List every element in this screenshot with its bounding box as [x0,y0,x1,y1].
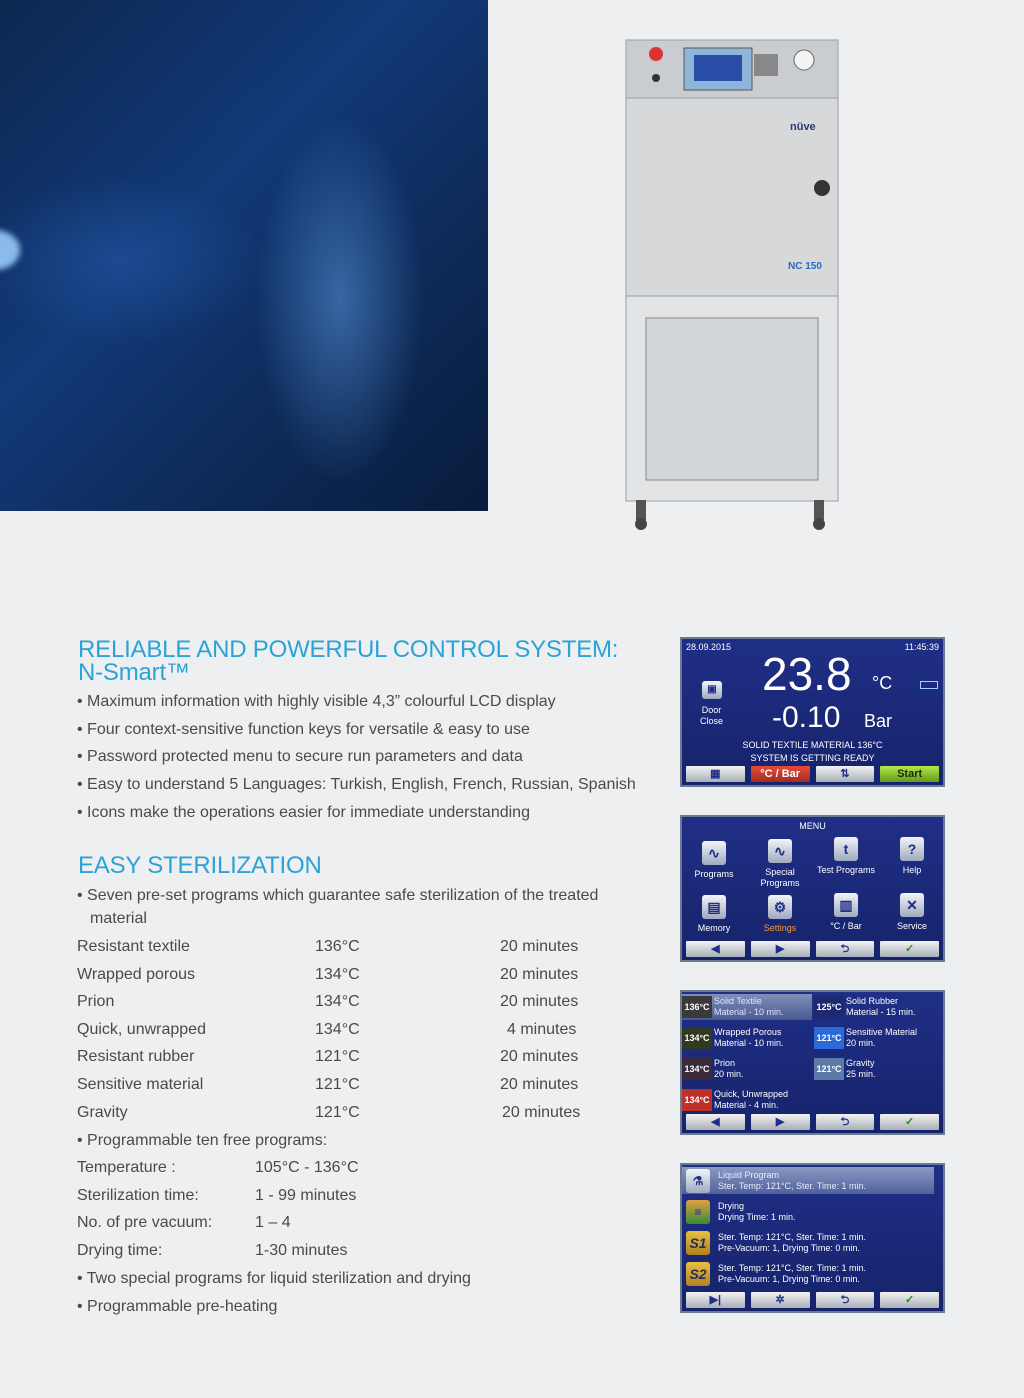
program-item[interactable] [682,1087,812,1113]
function-keys [686,1292,939,1308]
lcd-screen-status [680,637,945,787]
status-line-1: SOLID TEXTILE MATERIAL 136°C [742,740,883,750]
unit-toggle-key[interactable]: °C / Bar [751,766,810,782]
menu-label: Help [902,865,922,875]
param-value: 1-30 minutes [255,1242,348,1259]
program-name: Sensitive material [77,1076,204,1093]
next-key[interactable]: ▶ [751,1114,810,1130]
program-name: Resistant rubber [77,1048,195,1065]
intro-line-continued: material [90,910,147,927]
bullet-function-keys: • Four context-sensitive function keys for versatile & easy to use [77,721,530,738]
next-key[interactable]: ▶ [751,941,810,957]
program-item[interactable] [682,994,812,1020]
service-icon[interactable]: ✕ [900,893,924,917]
program-time: 20 minutes [500,966,579,983]
section-title-easy-sterilization: EASY STERILIZATION [78,852,322,879]
special-program-item[interactable] [682,1229,934,1256]
program-time: 20 minutes [500,993,579,1010]
program-item-text: Prion 20 min. [714,1058,744,1079]
program-temp: 134°C [315,993,360,1010]
menu-label: Special Programs [760,867,800,888]
program-item-text: Wrapped Porous Material - 10 min. [714,1027,784,1048]
special-program-item[interactable] [682,1260,934,1287]
bullet-languages: • Easy to understand 5 Languages: Turkish, English, French, Russian, Spanish [77,776,636,793]
param-label: Sterilization time: [77,1187,199,1204]
confirm-key[interactable]: ✓ [880,941,939,957]
temp-badge: 134°C [682,1027,712,1049]
status-line-2: SYSTEM IS GETTING READY [750,753,875,763]
function-keys [686,766,939,782]
program-item[interactable] [814,1056,942,1082]
autoclave-illustration [622,38,842,533]
program-name: Resistant textile [77,938,190,955]
screen-date: 28.09.2015 [686,642,732,652]
door-status: Door Close [700,705,724,726]
menu-key[interactable]: ▦ [686,766,745,782]
s2-badge-icon: S2 [686,1262,710,1286]
confirm-key[interactable]: ✓ [880,1292,939,1308]
special-program-text: Ster. Temp: 121°C, Ster. Time: 1 min. Pre-Vacuum: 1, Drying Time: 0 min. [718,1263,866,1284]
back-key[interactable]: ⮌ [816,941,875,957]
drying-icon: ≡ [686,1200,710,1224]
section-subtitle-n-smart: N-Smart™ [78,659,190,686]
graph-key[interactable]: ⇅ [816,766,875,782]
program-name: Gravity [77,1104,128,1121]
program-item-text: Sensitive Material 20 min. [846,1027,918,1048]
bullet-display: • Maximum information with highly visible 4,3” colourful LCD display [77,693,556,710]
prev-key[interactable]: ◀ [686,1114,745,1130]
param-value: 1 – 4 [255,1214,291,1231]
lcd-screen-special-programs [680,1163,945,1313]
memory-icon[interactable]: ▤ [702,895,726,919]
settings-icon[interactable]: ⚙ [768,895,792,919]
door-icon: ▣ [702,681,722,699]
s1-badge-icon: S1 [686,1231,710,1255]
prev-key[interactable]: ◀ [686,941,745,957]
temperature-unit: °C [872,673,893,693]
program-temp: 121°C [315,1048,360,1065]
bullet-icons: • Icons make the operations easier for immediate understanding [77,804,530,821]
program-item[interactable] [682,1025,812,1051]
param-label: Drying time: [77,1242,163,1259]
liquid-flask-icon: ⚗ [686,1169,710,1193]
model-label: NC 150 [788,261,822,272]
program-name: Quick, unwrapped [77,1021,206,1038]
param-value: 1 - 99 minutes [255,1187,357,1204]
temp-badge: 136°C [682,996,712,1018]
temp-badge: 134°C [682,1089,712,1111]
temp-badge: 121°C [814,1058,844,1080]
program-item[interactable] [814,1025,942,1051]
brand-logo: nüve [790,121,816,133]
program-temp: 121°C [315,1076,360,1093]
program-name: Prion [77,993,115,1010]
bullet-programmable: • Programmable ten free programs: [77,1132,328,1149]
program-temp: 134°C [315,1021,360,1038]
menu-label: Memory [697,923,731,933]
menu-label: °C / Bar [830,921,862,931]
function-keys [686,1114,939,1130]
pressure-unit: Bar [864,711,893,731]
special-program-item[interactable] [682,1198,934,1225]
back-key[interactable]: ⮌ [816,1114,875,1130]
special-program-text: Liquid Program Ster. Temp: 121°C, Ster. Time: 1 min. [718,1170,866,1191]
program-time: 20 minutes [500,1048,579,1065]
param-label: Temperature : [77,1159,176,1176]
param-value: 105°C - 136°C [255,1159,359,1176]
program-time: 4 minutes [507,1021,577,1038]
menu-label: Settings [763,923,797,933]
special-program-text: Ster. Temp: 121°C, Ster. Time: 1 min. Pre-Vacuum: 1, Drying Time: 0 min. [718,1232,866,1253]
program-item[interactable] [814,994,942,1020]
program-temp: 121°C [315,1104,360,1121]
program-name: Wrapped porous [77,966,195,983]
param-label: No. of pre vacuum: [77,1214,213,1231]
special-program-item[interactable] [682,1167,934,1194]
unit-icon[interactable]: ▥ [834,893,858,917]
menu-label: Programs [694,869,734,879]
bullet-password: • Password protected menu to secure run parameters and data [77,748,523,765]
program-temp: 136°C [315,938,360,955]
pressure-value: -0.10 [772,701,841,734]
hero-photo [0,0,488,511]
settings-key[interactable]: ✲ [751,1292,810,1308]
test-programs-icon[interactable]: t [834,837,858,861]
program-time: 20 minutes [502,1104,581,1121]
temp-badge: 121°C [814,1027,844,1049]
lcd-screen-menu [680,815,945,962]
temperature-value: 23.8 [762,648,852,700]
skip-key[interactable]: ▶| [686,1292,745,1308]
start-key[interactable]: Start [880,766,939,782]
bullet-special-programs: • Two special programs for liquid sterilization and drying [77,1270,471,1287]
temp-badge: 125°C [814,996,844,1018]
special-programs-icon[interactable]: ∿ [768,839,792,863]
intro-line: • Seven pre-set programs which guarantee safe sterilization of the treated [77,887,599,904]
confirm-key[interactable]: ✓ [880,1114,939,1130]
special-program-text: Drying Drying Time: 1 min. [718,1201,796,1222]
program-time: 20 minutes [500,1076,579,1093]
program-item[interactable] [682,1056,812,1082]
help-icon[interactable]: ? [900,837,924,861]
program-item-text: Quick, Unwrapped Material - 4 min. [714,1089,789,1110]
program-item-text: Solid Textile Material - 10 min. [714,996,784,1017]
program-item-text: Solid Rubber Material - 15 min. [846,996,916,1017]
menu-title: MENU [799,821,826,831]
programs-icon[interactable]: ∿ [702,841,726,865]
program-temp: 134°C [315,966,360,983]
back-key[interactable]: ⮌ [816,1292,875,1308]
program-item-text: Gravity 25 min. [846,1058,876,1079]
bullet-preheating: • Programmable pre-heating [77,1298,278,1315]
program-time: 20 minutes [500,938,579,955]
menu-label: Service [896,921,927,931]
screen-time: 11:45:39 [904,642,939,652]
temp-badge: 134°C [682,1058,712,1080]
function-keys [686,941,939,957]
menu-label: Test Programs [816,865,876,875]
section-title-control-system: RELIABLE AND POWERFUL CONTROL SYSTEM: [78,636,619,663]
battery-icon [920,681,938,689]
lcd-screen-program-list [680,990,945,1135]
